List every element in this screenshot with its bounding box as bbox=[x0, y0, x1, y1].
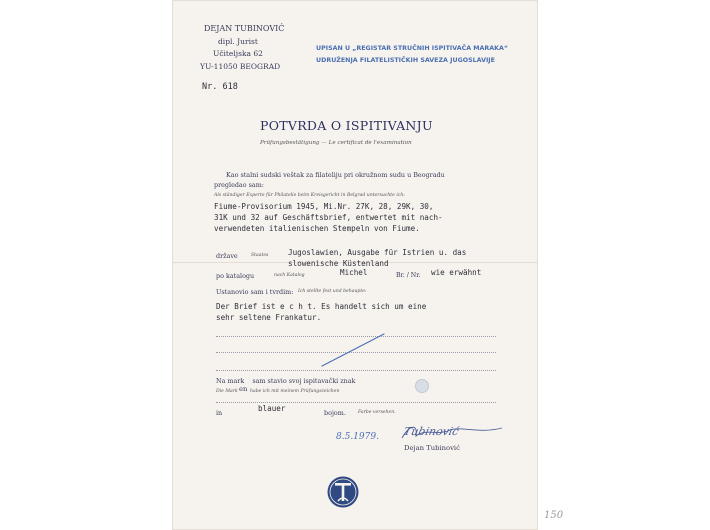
signature-flourish bbox=[398, 422, 508, 444]
page-title: POTVRDA O ISPITIVANJU bbox=[260, 118, 433, 133]
finding-label: Ustanovio sam i tvrdim: bbox=[216, 288, 294, 296]
catalog-br-value: wie erwähnt bbox=[431, 268, 482, 277]
in-label: in bbox=[216, 409, 223, 417]
mark-line2-pre: Die Mark bbox=[216, 389, 238, 394]
registry-stamp-line2: UDRUŽENJA FILATELISTIČKIH SAVEZA JUGOSLAVIJE bbox=[316, 57, 495, 64]
color-value: blauer bbox=[258, 404, 286, 413]
catalog-value: Michel bbox=[340, 268, 368, 277]
bojom-label-de: Farbe versehen. bbox=[358, 410, 396, 415]
signature-name: Dejan Tubinović bbox=[404, 444, 460, 452]
blank-line-3 bbox=[216, 370, 496, 371]
intro-line3: Als ständiger Experte für Philatelie beim Kreisgericht in Belgrad untersuchte ich: bbox=[214, 193, 405, 198]
bojom-label: bojom. bbox=[324, 409, 346, 417]
description-line3: verwendeten italienischen Stempeln von Fiume. bbox=[214, 224, 420, 233]
examiner-mark-dot bbox=[415, 379, 429, 393]
intro-line2: pregledao sam: bbox=[214, 181, 264, 189]
examiner-logo bbox=[326, 475, 360, 509]
catalog-label-de: nach Katalog bbox=[274, 273, 305, 278]
signature-scrawl: Tubinović bbox=[402, 425, 461, 438]
letterhead-title: dipl. Jurist bbox=[218, 37, 258, 46]
mark-blank-line bbox=[216, 402, 496, 403]
mark-line1: Na mark sam stavio svoj ispitavački znak bbox=[216, 377, 356, 385]
certificate-page bbox=[172, 0, 538, 530]
country-line1: Jugoslawien, Ausgabe für Istrien u. das bbox=[288, 248, 467, 257]
description-line2: 31K und 32 auf Geschäftsbrief, entwertet mit nach- bbox=[214, 213, 443, 222]
mark-line2-post: habe ich mit meinem Prüfungszeichen bbox=[250, 389, 340, 394]
catalog-label: po katalogu bbox=[216, 272, 255, 280]
page-subtitle: Prüfungsbestätigung — Le certificat de l'examination bbox=[260, 140, 412, 146]
country-line2: slowenische Küstenland bbox=[288, 259, 389, 268]
description-line1: Fiume-Provisorium 1945, Mi.Nr. 27K, 28, 29K, 30, bbox=[214, 202, 434, 211]
finding-label-de: Ich stellte fest und behaupte: bbox=[298, 289, 367, 294]
catalog-br-label: Br. / Nr. bbox=[396, 272, 421, 279]
registry-stamp-line1: UPISAN U „REGISTAR STRUČNIH ISPITIVAČA MARAKA“ bbox=[316, 45, 509, 52]
country-label-de: Staates bbox=[251, 253, 269, 258]
certificate-number: Nr. 618 bbox=[202, 82, 238, 92]
mark-line2-insert: en bbox=[239, 385, 248, 393]
corner-pencil-note: 150 bbox=[544, 510, 564, 521]
country-label: države bbox=[216, 252, 238, 260]
letterhead-name: DEJAN TUBINOVIĆ bbox=[204, 24, 285, 33]
finding-line1: Der Brief ist e c h t. Es handelt sich um eine bbox=[216, 302, 427, 311]
intro-line1: Kao stalni sudski veštak za filateliju pri okružnom sudu u Beogradu bbox=[226, 171, 445, 179]
finding-line2: sehr seltene Frankatur. bbox=[216, 313, 322, 322]
signature-date: 8.5.1979. bbox=[336, 432, 379, 442]
letterhead-street: Učiteljska 62 bbox=[213, 49, 263, 58]
strike-pen-line bbox=[318, 330, 388, 370]
letterhead-city: YU-11050 BEOGRAD bbox=[200, 62, 281, 71]
